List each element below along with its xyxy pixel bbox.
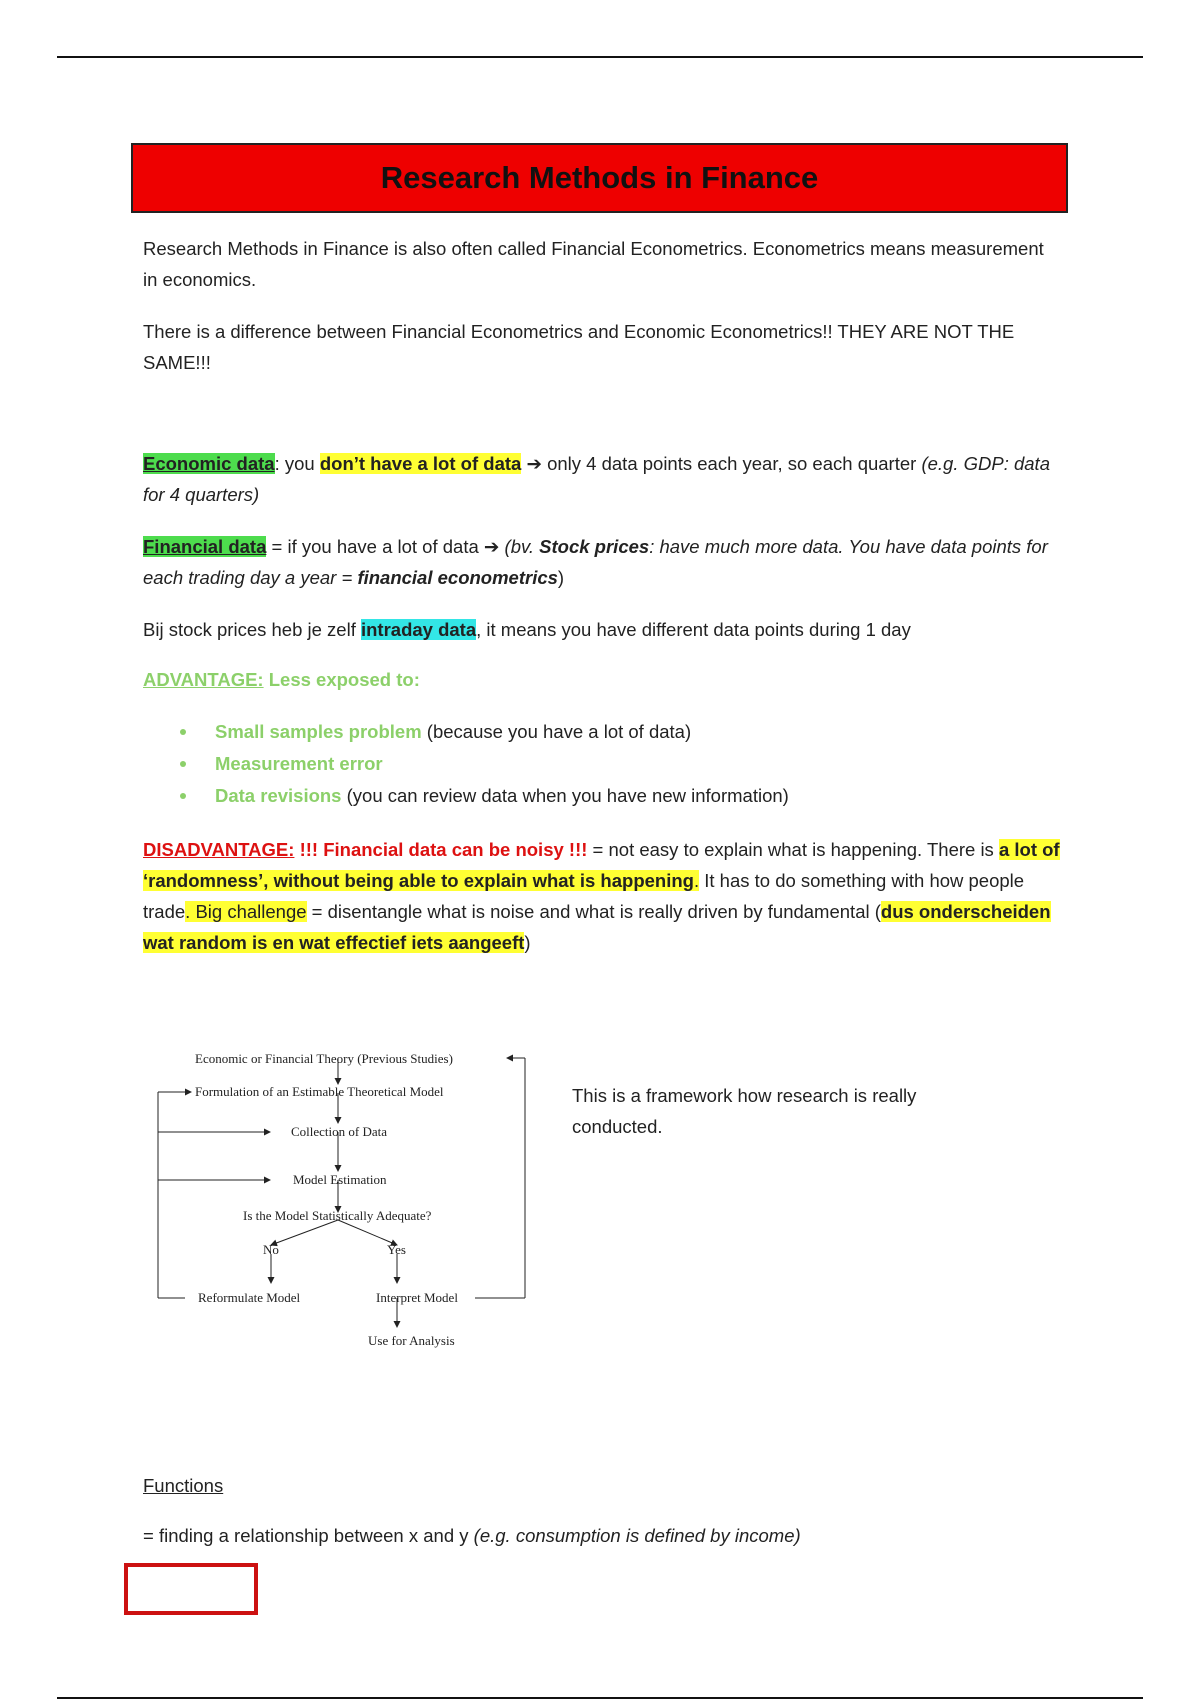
red-outline-box xyxy=(124,1563,258,1615)
economic-data-term: Economic data xyxy=(143,453,275,474)
diagram-estimation: Model Estimation xyxy=(293,1172,387,1187)
diagram-use: Use for Analysis xyxy=(368,1333,455,1348)
advantage-list xyxy=(180,716,789,812)
bullet-icon xyxy=(180,761,186,767)
bottom-rule xyxy=(57,1697,1143,1699)
bullet-icon xyxy=(180,793,186,799)
intraday-text-2: , it means you have different data points during 1 day xyxy=(476,619,911,640)
diagram-interpret: Interpret Model xyxy=(376,1290,458,1305)
top-rule xyxy=(57,56,1143,58)
financial-end: ) xyxy=(557,567,565,588)
disadvantage-warning: !!! Financial data can be noisy !!! xyxy=(294,839,588,860)
economic-text-2: ➔ only 4 data points each year, so each quarter xyxy=(521,453,922,474)
page-title: Research Methods in Finance xyxy=(131,143,1068,213)
functions-definition xyxy=(143,1520,1063,1551)
financial-data-term: Financial data xyxy=(143,536,267,557)
advantage-item-text: (because you have a lot of data) xyxy=(421,721,692,742)
financial-text-1: = if you have a lot of data ➔ xyxy=(266,536,505,557)
list-item xyxy=(180,748,789,780)
diagram-collection: Collection of Data xyxy=(291,1124,388,1139)
research-framework-diagram xyxy=(143,1040,563,1355)
bullet-icon xyxy=(180,729,186,735)
disadvantage-text-3: = disentangle what is noise and what is really driven by fundamental ( xyxy=(306,901,881,922)
list-item xyxy=(180,716,789,748)
advantage-item-label: Small samples problem xyxy=(215,721,422,742)
list-item xyxy=(180,780,789,812)
disadvantage-text-1: = not easy to explain what is happening. There is xyxy=(587,839,999,860)
framework-description: This is a framework how research is really conducted. xyxy=(572,1085,917,1137)
advantage-item-label: Data revisions xyxy=(215,785,342,806)
advantage-heading xyxy=(143,664,1063,695)
diagram-no: No xyxy=(263,1242,279,1257)
functions-example: (e.g. consumption is defined by income) xyxy=(473,1525,801,1546)
big-challenge-highlight: . Big challenge xyxy=(185,901,307,922)
disadvantage-paragraph xyxy=(143,834,1063,958)
economic-text-1: : you xyxy=(274,453,320,474)
randomness-highlight-dot: . xyxy=(693,870,700,891)
advantage-label: ADVANTAGE: xyxy=(143,669,264,690)
functions-title: Functions xyxy=(143,1475,224,1496)
intraday-highlight: intraday data xyxy=(360,619,477,640)
financial-econometrics-term: financial econometrics xyxy=(357,567,558,588)
advantage-item-text: (you can review data when you have new information) xyxy=(341,785,789,806)
intraday-paragraph xyxy=(143,614,1063,645)
diagram-yes: Yes xyxy=(387,1242,406,1257)
disadvantage-label: DISADVANTAGE: xyxy=(143,839,295,860)
advantage-item-label: Measurement error xyxy=(215,753,383,774)
intro-paragraph-2: There is a difference between Financial Econometrics and Economic Econometrics!! THEY ARE NOT THE SAME!!! xyxy=(143,321,1015,373)
financial-italic-2: : have much more data. You have data points for each trading day a year = xyxy=(143,536,1048,588)
financial-italic-1: (bv. xyxy=(504,536,540,557)
economic-data-paragraph xyxy=(143,448,1063,510)
financial-data-paragraph xyxy=(143,531,1063,593)
dutch-highlight: dus onderscheiden wat random is en wat effectief iets aangeeft xyxy=(143,901,1051,953)
diagram-theory: Economic or Financial Theory (Previous Studies) xyxy=(195,1051,453,1066)
diagram-adequate: Is the Model Statistically Adequate? xyxy=(243,1208,432,1223)
intraday-text-1: Bij stock prices heb je zelf xyxy=(143,619,361,640)
functions-def-text: = finding a relationship between x and y xyxy=(143,1525,474,1546)
intro-paragraph-1: Research Methods in Finance is also often called Financial Econometrics. Econometrics means measurement in economics. xyxy=(143,238,1044,290)
economic-highlight: don’t have a lot of data xyxy=(319,453,522,474)
disadvantage-end: ) xyxy=(524,932,531,953)
randomness-highlight: a lot of ‘randomness’, without being able to explain what is happening xyxy=(143,839,1060,891)
advantage-rest: Less exposed to: xyxy=(263,669,420,690)
financial-stock-prices: Stock prices xyxy=(539,536,650,557)
diagram-formulation: Formulation of an Estimable Theoretical Model xyxy=(195,1084,444,1099)
diagram-reformulate: Reformulate Model xyxy=(198,1290,301,1305)
disadvantage-text-2: It has to do something with how people trade xyxy=(143,870,1025,922)
economic-example: (e.g. GDP: data for 4 quarters) xyxy=(143,453,1050,505)
functions-heading xyxy=(143,1470,1063,1501)
